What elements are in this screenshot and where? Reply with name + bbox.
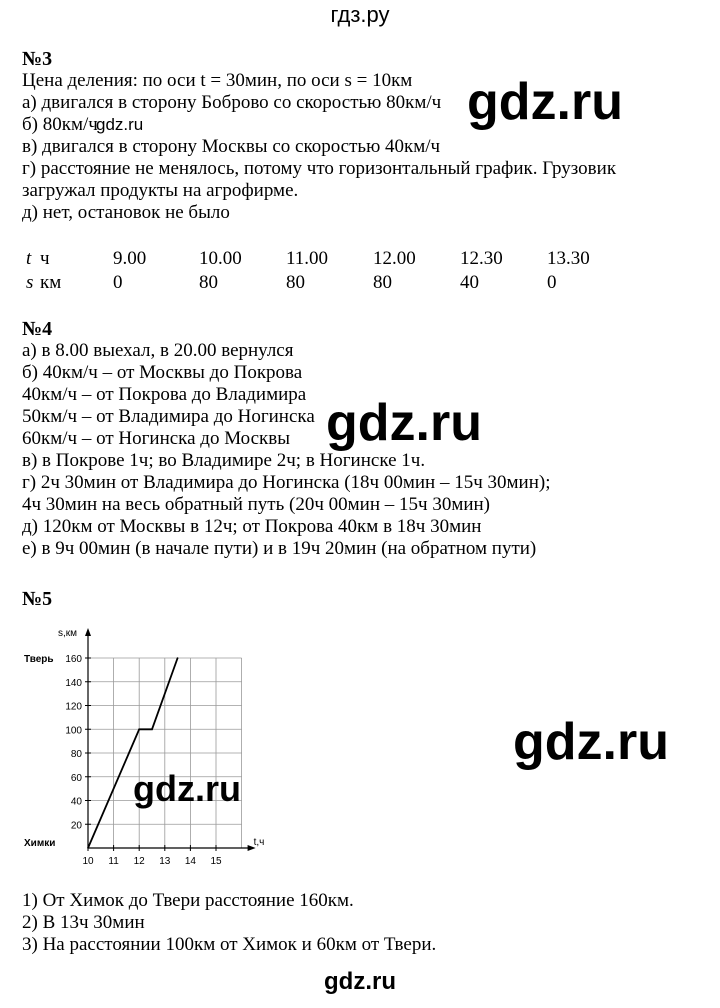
section-4-line: 40км/ч – от Покрова до Владимира xyxy=(22,384,307,405)
x-tick-label: 14 xyxy=(184,856,196,866)
x-tick-label: 12 xyxy=(133,856,145,866)
table-t-unit: ч xyxy=(40,248,50,269)
y-tick-label: 120 xyxy=(65,701,82,713)
table-s-value: 0 xyxy=(547,272,557,293)
table-t-label: t xyxy=(26,248,32,269)
section-5-answer: 2) В 13ч 30мин xyxy=(22,912,145,933)
data-point xyxy=(151,728,153,730)
section-3-line: б) 80км/ч xyxy=(22,114,98,135)
y-tick-label: 140 xyxy=(65,677,82,689)
x-tick-label: 13 xyxy=(159,856,171,866)
section-5-answer: 1) От Химок до Твери расстояние 160км. xyxy=(22,890,354,911)
section-4-line: 50км/ч – от Владимира до Ногинска xyxy=(22,406,315,427)
site-header: гдз.ру xyxy=(330,2,390,27)
y-tick-label: 20 xyxy=(70,820,82,832)
section-4-line: е) в 9ч 00мин (в начале пути) и в 19ч 20мин (на обратном пути) xyxy=(22,538,537,559)
data-point xyxy=(177,657,179,659)
section-3-line: а) двигался в сторону Боброво со скоростью 80км/ч xyxy=(22,92,442,113)
table-t-value: 13.30 xyxy=(547,248,590,269)
start-city-label: Химки xyxy=(24,838,56,849)
y-tick-label: 100 xyxy=(65,725,82,737)
section-4-line: 60км/ч – от Ногинска до Москвы xyxy=(22,428,291,449)
inline-watermark: gdz.ru xyxy=(96,115,144,134)
watermark: gdz.ru xyxy=(467,73,623,131)
y-axis-label: s,км xyxy=(58,628,78,639)
section-3-title: №3 xyxy=(22,48,53,70)
data-point xyxy=(138,728,140,730)
x-tick-label: 15 xyxy=(210,856,222,866)
site-footer: gdz.ru xyxy=(324,968,396,995)
table-s-unit: км xyxy=(40,272,62,293)
section-4-line: г) 2ч 30мин от Владимира до Ногинска (18ч 00мин – 15ч 30мин); xyxy=(22,472,551,493)
section-3-line: г) расстояние не менялось, потому что горизонтальный график. Грузовик xyxy=(22,158,617,179)
y-tick-label: 160 xyxy=(65,654,82,665)
watermark: gdz.ru xyxy=(513,713,669,771)
chart-svg xyxy=(22,604,282,866)
table-s-value: 0 xyxy=(113,272,123,293)
table-s-value: 80 xyxy=(199,272,218,293)
table-t-value: 12.00 xyxy=(373,248,416,269)
section-4-line: 4ч 30мин на весь обратный путь (20ч 00мин – 15ч 30мин) xyxy=(22,494,491,515)
table-t-value: 12.30 xyxy=(460,248,503,269)
section-3-line: Цена деления: по оси t = 30мин, по оси s = 10км xyxy=(22,70,413,91)
table-t-value: 9.00 xyxy=(113,248,147,269)
y-axis-arrow xyxy=(85,628,91,636)
section-5-answer: 3) На расстоянии 100км от Химок и 60км от Твери. xyxy=(22,934,437,955)
section-4-title: №4 xyxy=(22,318,53,340)
table-s-value: 80 xyxy=(373,272,392,293)
data-point xyxy=(87,847,89,849)
table-t-value: 10.00 xyxy=(199,248,242,269)
x-tick-label: 10 xyxy=(82,856,94,866)
end-city-label: Тверь xyxy=(24,654,54,665)
watermark: gdz.ru xyxy=(133,768,241,809)
x-tick-label: 11 xyxy=(108,856,119,866)
y-tick-label: 80 xyxy=(70,749,82,760)
y-tick-label: 60 xyxy=(70,772,82,784)
watermark: gdz.ru xyxy=(326,394,482,452)
table-s-value: 80 xyxy=(286,272,305,293)
section-3-line: загружал продукты на агрофирме. xyxy=(22,180,299,201)
table-s-value: 40 xyxy=(460,272,479,293)
section-4-line: б) 40км/ч – от Москвы до Покрова xyxy=(22,362,303,383)
section-4-line: в) в Покрове 1ч; во Владимире 2ч; в Ногинске 1ч. xyxy=(22,450,426,471)
section-3-line: в) двигался в сторону Москвы со скоростью 40км/ч xyxy=(22,136,441,157)
section-4-line: д) 120км от Москвы в 12ч; от Покрова 40км в 18ч 30мин xyxy=(22,516,482,537)
y-tick-label: 40 xyxy=(70,796,82,808)
table-s-label: s xyxy=(26,272,34,293)
section-4-line: а) в 8.00 выехал, в 20.00 вернулся xyxy=(22,340,294,361)
table-t-value: 11.00 xyxy=(286,248,329,269)
section-3-line: д) нет, остановок не было xyxy=(22,202,230,223)
section-5-title: №5 xyxy=(22,588,53,610)
x-axis-label: t,ч xyxy=(253,837,265,848)
distance-time-chart xyxy=(22,604,282,866)
